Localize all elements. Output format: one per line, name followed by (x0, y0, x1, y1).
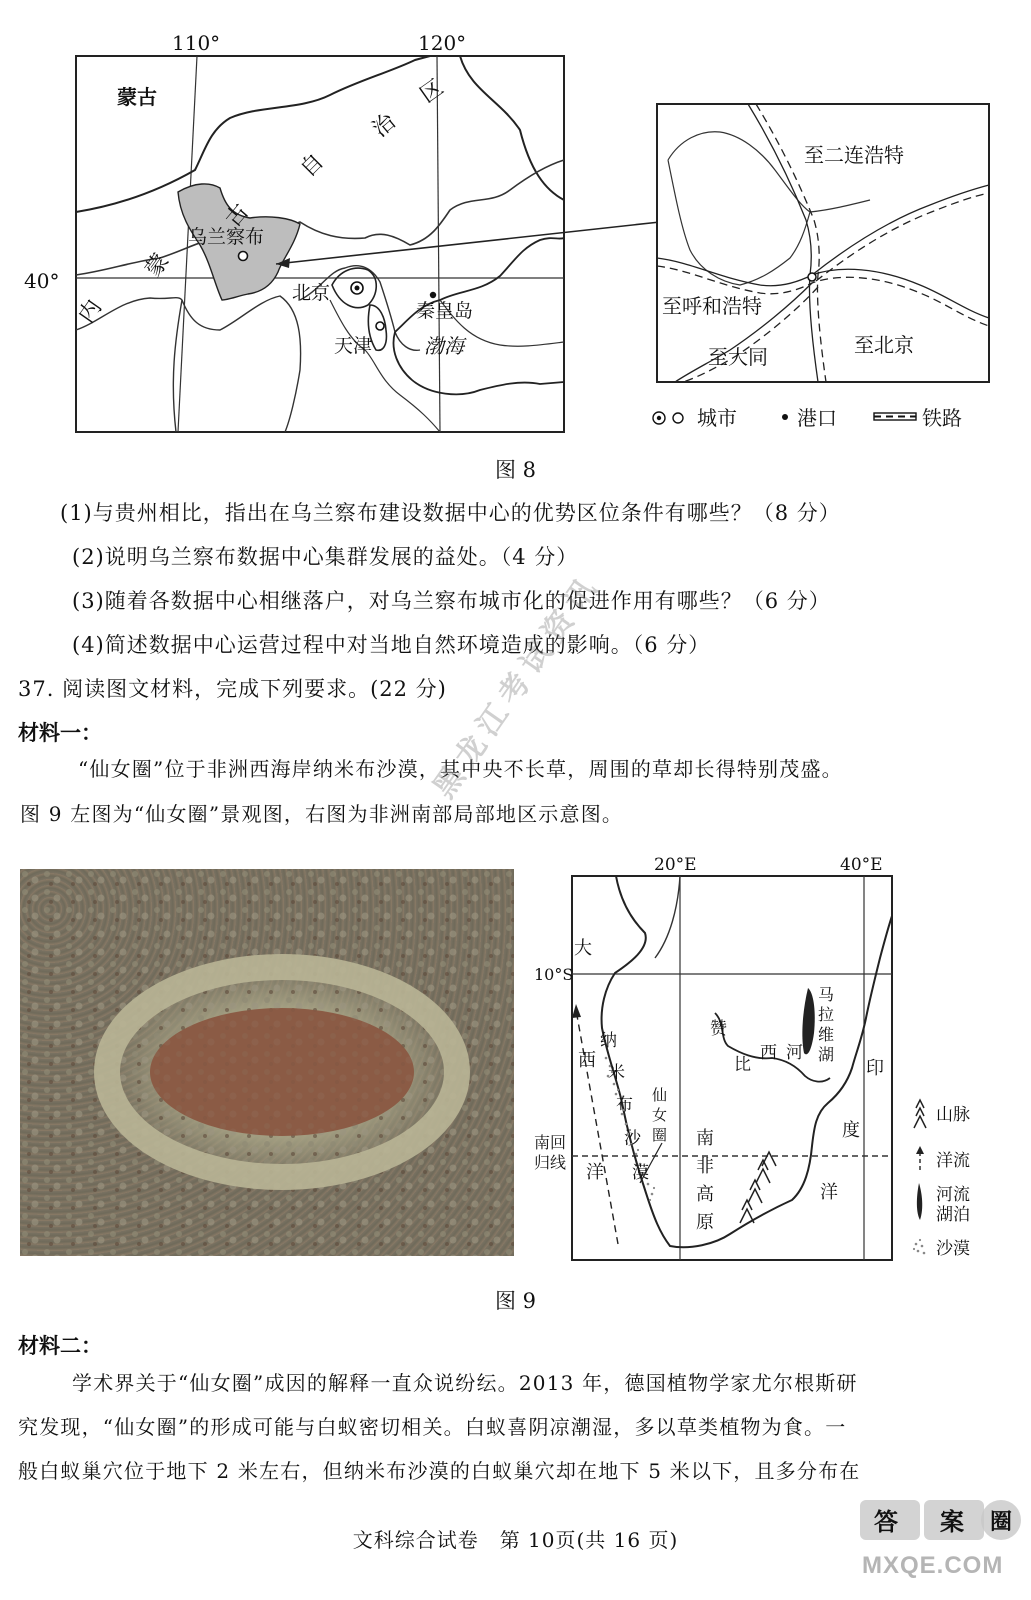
legend-river-icon (917, 1183, 922, 1220)
lon-120-label: 120° (418, 31, 467, 55)
malawi-char-4: 湖 (818, 1045, 835, 1064)
question-36-4: (4)简述数据中心运营过程中对当地自然环境造成的影响。（6 分） (72, 633, 711, 657)
legend-city-label: 城市 (697, 406, 737, 430)
fairy-char-2: 女 (652, 1106, 668, 1124)
inset-beijing-label: 至北京 (854, 333, 914, 357)
figure-8 (0, 0, 1031, 450)
inner-char-4: 自 (295, 149, 329, 183)
indian-char-3: 洋 (820, 1182, 838, 1203)
brand-logo (858, 1490, 1023, 1590)
material-2-line-3: 般白蚁巢穴位于地下 2 米左右，但纳米布沙漠的白蚁巢穴却在地下 5 米以下，且多分布在 (18, 1459, 861, 1483)
zambezi-char-1: 赞 (710, 1019, 727, 1039)
tianjin-city-symbol (376, 322, 384, 330)
indian-char-1: 印 (866, 1058, 884, 1079)
diagonal-watermark: 黑龙江考试资讯 (426, 566, 608, 805)
figure-9-right (530, 848, 1000, 1268)
lon-110-label: 110° (172, 31, 221, 55)
material-1-line-2: 图 9 左图为“仙女圈”景观图，右图为非洲南部局部地区示意图。 (20, 802, 624, 826)
zambezi-char-4: 河 (786, 1043, 803, 1063)
question-36-1: (1)与贵州相比，指出在乌兰察布建设数据中心的优势区位条件有哪些？（8 分） (60, 501, 841, 525)
namib-char-5: 漠 (632, 1163, 649, 1183)
legend-river-label-1: 河流 (936, 1185, 970, 1205)
legend-mountain-icon (914, 1100, 926, 1128)
material-2-line-2: 究发现，“仙女圈”的形成可能与白蚁密切相关。白蚁喜阴凉潮湿，多以草类植物为食。一 (18, 1415, 847, 1439)
material-2-heading: 材料二： (18, 1333, 102, 1358)
photo-texture (20, 869, 514, 1256)
fairy-char-3: 圈 (652, 1126, 668, 1144)
inner-char-1: 内 (74, 295, 108, 328)
tianjin-label: 天津 (334, 335, 373, 357)
plateau-char-4: 原 (696, 1212, 714, 1233)
malawi-char-3: 维 (818, 1025, 835, 1044)
question-37-heading: 37. 阅读图文材料，完成下列要求。(22 分) (18, 677, 447, 701)
namib-char-1: 纳 (600, 1031, 617, 1051)
question-36-2: (2)说明乌兰察布数据中心集群发展的益处。（4 分） (72, 545, 579, 569)
svg-text:圈: 圈 (990, 1509, 1013, 1535)
inset-erlian-label: 至二连浩特 (804, 143, 904, 167)
inner-char-5: 治 (367, 109, 401, 143)
page-footer: 文科综合试卷 第 10页(共 16 页) (352, 1528, 679, 1552)
tropic-label-1: 南回 (534, 1133, 567, 1152)
malawi-char-2: 拉 (818, 1005, 835, 1024)
lat-40-label: 40° (24, 269, 60, 293)
qinhuangdao-port-symbol (430, 292, 436, 298)
namib-char-2: 米 (608, 1063, 625, 1083)
atlantic-char-3: 洋 (586, 1162, 604, 1183)
plateau-char-1: 南 (696, 1128, 714, 1149)
bohai-label: 渤海 (424, 334, 464, 358)
lon-20e-label: 20°E (654, 855, 697, 875)
plateau-char-2: 非 (696, 1156, 714, 1177)
inner-char-3: 古 (220, 199, 255, 233)
zambezi-char-2: 比 (734, 1055, 751, 1075)
inset-city-symbol (808, 273, 816, 281)
legend-desert-icon (913, 1239, 925, 1254)
atlantic-char-2: 西 (578, 1050, 596, 1071)
figure-8-map (0, 0, 1031, 450)
material-1-line-1: “仙女圈”位于非洲西海岸纳米布沙漠，其中央不长草，周围的草却长得特别茂盛。 (78, 757, 843, 781)
material-2-line-1: 学术界关于“仙女圈”成因的解释一直众说纷纭。2013 年，德国植物学家尤尔根斯研 (72, 1371, 858, 1395)
legend-mountain-label: 山脉 (936, 1105, 970, 1125)
fairy-char-1: 仙 (652, 1086, 668, 1104)
inset-hohhot-label: 至呼和浩特 (662, 294, 762, 318)
figure-8-caption: 图 8 (494, 458, 537, 482)
legend-desert-label: 沙漠 (936, 1239, 970, 1259)
lon-40e-label: 40°E (840, 855, 883, 875)
legend-river-label-2: 湖泊 (936, 1205, 970, 1225)
material-1-heading: 材料一： (18, 720, 102, 745)
fig8-legend (653, 406, 962, 430)
legend-port-label: 港口 (797, 406, 837, 430)
inset-datong-label: 至大同 (708, 345, 768, 369)
zambezi-char-3: 西 (760, 1043, 777, 1063)
ulanqab-label: 乌兰察布 (188, 226, 265, 248)
inner-char-6: 区 (415, 75, 449, 109)
namib-char-4: 沙 (624, 1129, 641, 1149)
main-map-frame (76, 56, 564, 432)
mongolia-label: 蒙古 (117, 85, 157, 109)
inner-char-2: 蒙 (141, 249, 175, 282)
malawi-char-1: 马 (818, 985, 835, 1004)
plateau-char-3: 高 (696, 1184, 714, 1205)
namib-char-3: 布 (616, 1095, 633, 1115)
indian-char-2: 度 (842, 1120, 860, 1141)
figure-9-caption: 图 9 (494, 1289, 537, 1313)
legend-rail-label: 铁路 (922, 406, 962, 430)
svg-text:案: 案 (940, 1507, 964, 1536)
fig9-legend (913, 1100, 970, 1259)
legend-current-label: 洋流 (936, 1151, 970, 1171)
svg-text:答: 答 (874, 1507, 898, 1536)
brand-logo-text: MXQE.COM (862, 1552, 1004, 1579)
tropic-label-2: 归线 (534, 1153, 567, 1172)
ulanqab-city-symbol (239, 252, 248, 261)
lat-10s-label: 10°S (534, 965, 574, 984)
qinhuangdao-label: 秦皇岛 (416, 300, 474, 322)
question-36-3: (3)随着各数据中心相继落户，对乌兰察布城市化的促进作用有哪些？（6 分） (72, 589, 831, 613)
legend-city-icon-inner (673, 413, 683, 423)
fairy-circle-photo (20, 869, 514, 1256)
atlantic-char-1: 大 (574, 938, 592, 959)
beijing-label: 北京 (292, 282, 331, 304)
legend-port-icon (782, 414, 788, 420)
beijing-city-symbol-inner (355, 286, 360, 291)
africa-map (530, 848, 1000, 1268)
